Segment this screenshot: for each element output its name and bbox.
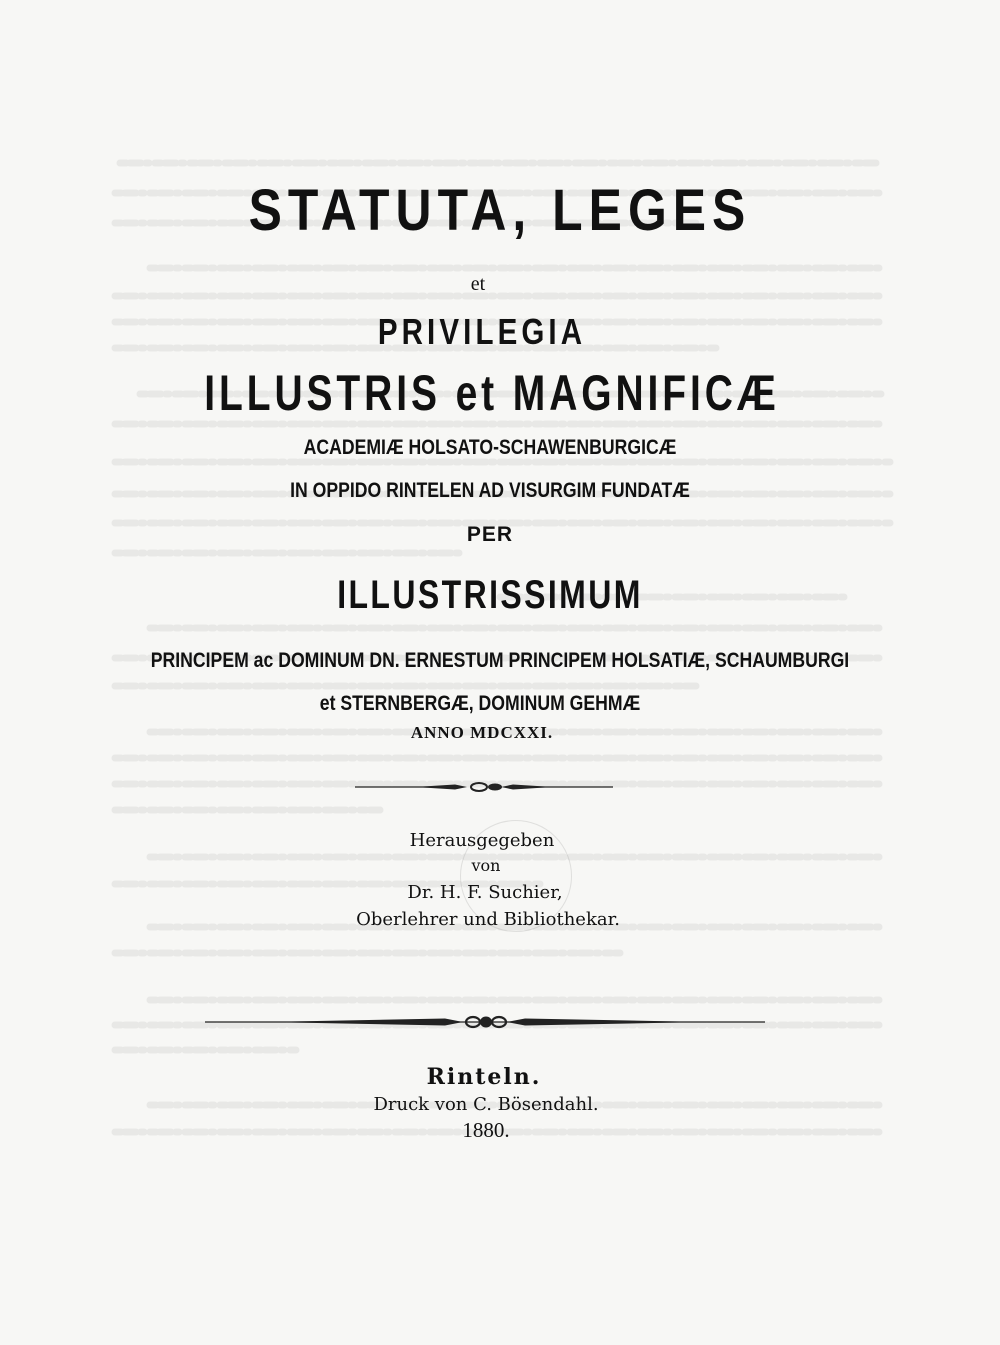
title-illustris-magnificae: ILLUSTRIS et MAGNIFICÆ [204, 365, 780, 421]
title-in-oppido: IN OPPIDO RINTELEN AD VISURGIM FUNDATÆ [290, 479, 690, 502]
ornamental-rule-bottom [205, 1014, 765, 1030]
title-sternbergae: et STERNBERGÆ, DOMINUM GEHMÆ [319, 692, 641, 715]
imprint-city: Rinteln. [426, 1064, 542, 1090]
ornamental-rule-top [355, 781, 613, 793]
imprint-year: 1880. [462, 1118, 510, 1142]
by-label: von [471, 856, 501, 875]
title-per: PER [466, 523, 514, 546]
title-privilegia: PRIVILEGIA [377, 311, 587, 352]
title-principem: PRINCIPEM ac DOMINUM DN. ERNESTUM PRINCIPEM HOLSATIÆ, SCHAUMBURGI [150, 649, 850, 672]
edited-by-label: Herausgegeben [409, 830, 555, 851]
editor-name: Dr. H. F. Suchier, [407, 882, 563, 903]
title-academiae: ACADEMIÆ HOLSATO-SCHAWENBURGICÆ [303, 436, 677, 459]
imprint-printer: Druck von C. Bösendahl. [373, 1094, 599, 1115]
editor-role: Oberlehrer und Bibliothekar. [356, 909, 620, 930]
title-year-roman: ANNO MDCXXI. [410, 723, 554, 742]
title-statuta-leges: STATUTA, LEGES [248, 178, 752, 243]
title-illustrissimum: ILLUSTRISSIMUM [337, 573, 643, 617]
title-et: et [470, 273, 486, 295]
